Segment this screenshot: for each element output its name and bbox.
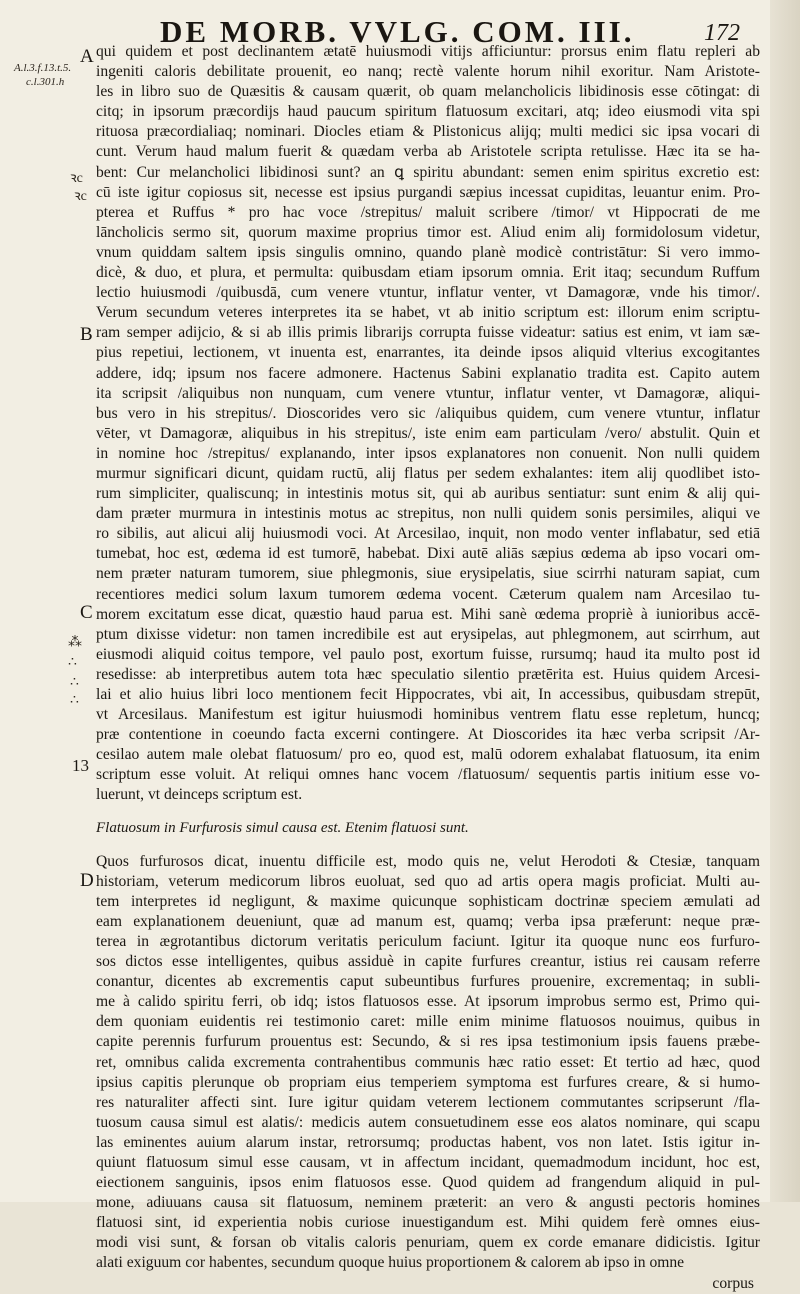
text-line: ram semper adijcio, & si ab illis primis librarijs corrupta fuisse videatur: satius est enim, vt iam sæ-: [96, 324, 760, 342]
text-line: sos dictos esse intelligentes, quibus assiduè in capite furfures creantur, istius rei causam referre: [96, 953, 760, 971]
text-line: vēter, vt Damagoræ, aliquibus in his strepitus/, iste enim eam particulam /vero/ abstulit. Quin et: [96, 424, 760, 442]
commentary-paragraph-2: [96, 852, 760, 1274]
margin-mark: ∴: [70, 693, 79, 708]
text-line: bus vero in his strepitus/. Dioscorides vero sic /aliquibus quidem, cum venere vtuntur, inflatur: [96, 404, 760, 422]
section-letter-c: C: [80, 602, 93, 623]
margin-mark: ∴: [68, 655, 77, 670]
margin-reference: c.l.301.h: [26, 76, 65, 88]
commentary-paragraph-1: [96, 42, 760, 806]
text-line: lāncholicis sermo sit, quorum maxime proprius timor est. Aliud enim aliȷ formidolosum videtur,: [96, 223, 760, 241]
text-line: conantur, dicentes ab excrementis caput subeuntibus furfures prouenire, excrementaq; in subli-: [96, 973, 760, 991]
section-letter-b: B: [80, 324, 93, 345]
text-line: dam præter murmura in intestinis motus ac strepitus, non nulli quidem sonis persimiles, aliqui ve: [96, 505, 760, 523]
text-line: capite perennis furfurum prouentus est: Secundo, & si res ipsa testimonium ipsis fauens præbe-: [96, 1033, 760, 1051]
text-line: dicè, & duo, et plura, et permulta: quibusdam etiam ipsorum omnia. Erit itaq; secundum Ruffum: [96, 264, 760, 282]
text-line: bent: Cur melancholici libidinosi sunt? an ꝗ spiritu abundant: semen enim spiritus excretio est:: [96, 163, 760, 181]
text-line: alati exiguum cor habentes, secundum quoque huius proportionem & calorem ab ipso in omne: [96, 1254, 685, 1272]
text-line: historiam, veterum medicorum libros euoluat, sed quo ad artis opera magis proficiat. Multi au-: [96, 872, 760, 890]
running-title: DE MORB. VVLG. COM. III.: [160, 14, 635, 49]
text-line: terea in ægrotantibus dictorum veritatis periculum faciunt. Igitur ita quoque nunc eos furfuro-: [96, 932, 760, 950]
commentary-text: [96, 42, 760, 1294]
text-line: pius repetiui, lectionem, vt inuenta est, enarrantes, ita deinde ipsos aliquid vlterius excogitantes: [96, 344, 760, 362]
text-line: tem interpretes id negligunt, & maxime quicunque sophisticam doctrinæ speciem æmulati ad: [96, 892, 760, 910]
section-letter-a: A: [80, 46, 94, 67]
section-letter-d: D: [80, 870, 94, 891]
text-line: modi visi sunt, & forsan ob vitalis caloris penuriam, quem ex corde emanare didicistis. Igitur: [96, 1234, 760, 1252]
text-line: res naturaliter affecti sint. Iure igitur quidam veterem lectionem commutantes scripserunt /fla-: [96, 1093, 760, 1111]
text-line: eiectionem sanguinis, ipsos enim flatuosos esse. Quod quidem ad frangendum aliquid in pul-: [96, 1174, 760, 1192]
text-line: vt Arcesilaus. Manifestum est igitur huiusmodi hominibus ventrem flatu esse repletum, huncq;: [96, 706, 760, 724]
text-line: addere, idq; ipsum nos facere admonere. Hactenus Sabini explanatio tradita est. Capito autem: [96, 364, 760, 382]
margin-mark: ꝛc: [70, 171, 83, 186]
text-line: ret, omnibus calida excrementa contrahentibus communis hæc ratio esset: Et tertio ad hæc, quod: [96, 1053, 760, 1071]
text-line: citq; in ipsorum præcordijs haud paucum spiritum flatuosum excitari, atq; ideo eiusmodi vita spi: [96, 103, 760, 121]
text-line: murmur significari dicunt, quidam ructū, alij flatus per sedem exhalantes: item alij quodlibet isto-: [96, 464, 760, 482]
text-line: rituosa præcordialiaq; nominari. Diocles etiam & Plistonicus alijq; multi medici sic ipsa vocari di: [96, 123, 760, 141]
text-line: eam explanationem deueniunt, quæ ad manum est, quamq; verba ipsa præferunt: neque præ-: [96, 912, 760, 930]
text-line: mone, adiuuans causa sit flatuosum, neminem præterit: an vero & angusti pectoris homines: [96, 1194, 760, 1212]
margin-mark: ∴: [70, 675, 79, 690]
text-line: cunt. Verum haud malum fuerit & quædam verba ab Aristotele scripta retulisse. Hæc ita se ha-: [96, 143, 760, 161]
text-line: resedisse: ab interpretibus autem tota hæc speculatio silentio prætērita est. Huius quidem Arcesi-: [96, 665, 760, 683]
text-line: les in libro suo de Quæsitis & causam quærit, ob quam melancholicis libidinosis esse cōtingat: di: [96, 83, 760, 101]
text-line: ro sibilis, aut alicui alij huiusmodi voci. At Arcesilao, inquit, non modo venter inflabatur, sed etiā: [96, 525, 760, 543]
margin-reference: A.l.3.f.13.t.5.: [14, 62, 72, 74]
text-line: me à calido spiritu ferri, ob idq; istos flatuosos esse. At ipsorum improbus sermo est, Primo qui-: [96, 993, 760, 1011]
text-line: luerunt, vt deinceps scriptum est.: [96, 786, 303, 804]
text-line: in nomine hoc /strepitus/ explanando, inter ipsos explanatores non conuenit. Non nulli quidem: [96, 444, 760, 462]
text-line: cesilao autem male olebat flatuosum/ pro eo, quod est, malū odorem exhalabat flatuosum, ita enim: [96, 746, 760, 764]
lemma-number: 13: [72, 756, 89, 775]
text-line: flatuosi sint, id experientia nobis curiose inuestigandum est. Mihi quidem ferè omnes eius-: [96, 1214, 760, 1232]
text-line: eiusmodi aliquid coitus tempore, vel paulo post, exortum fuisse, rursumq; haud ita multo post id: [96, 645, 760, 663]
text-line: las eminentes auium alarum instar, retrorsumq; productas habent, vos non latet. Istis igitur in-: [96, 1133, 760, 1151]
folio-number: 172: [704, 20, 740, 46]
text-line: dem quoniam euidentis rei testimonio caret: mille enim minime flatuosos nouimus, quibus in: [96, 1013, 760, 1031]
catchword: corpus: [712, 1274, 754, 1292]
lemma-heading: Flatuosum in Furfurosis simul causa est. Etenim flatuosi sunt.: [96, 819, 469, 836]
text-line: vnum quiddam saltem ipsis singulis omnino, quando planè modicè contristātur: Si vero immo-: [96, 243, 760, 261]
text-line: lai et alio huius libri loco mentionem fecit Hippocrates, vbi ait, In accessibus, quibusdam strepūt,: [96, 686, 760, 703]
text-line: scriptum esse voluit. At reliqui omnes hanc vocem /flatuosum/ sequentis partis initium esse vo-: [96, 766, 760, 784]
text-line: quiunt flatuosum simul esse causam, vt in affectum incidant, quemadmodum incidunt, hoc est,: [96, 1153, 760, 1171]
text-line: cū iste igitur copiosus sit, necesse est ipsius purgandi sæpius incessat cupiditas, leuantur enim. Pro-: [96, 183, 760, 201]
margin-mark: ⁂: [68, 635, 82, 650]
page-edge: [770, 0, 800, 1202]
text-line: ptum dixisse videtur: non tamen incredibile est aut erysipelas, aut phlegmonem, aut scirrhum, aut: [96, 625, 760, 643]
text-line: lectio huiusmodi /quibusdā, cum venere vtuntur, inflatur venter, vt Damagoræ, vnde his timor/.: [96, 284, 760, 302]
text-line: nem præter naturam tumorem, siue phlegmonis, siue erysipelatis, siue scirrhi naturam sapiat, cum: [96, 565, 760, 583]
text-line: tumebat, hoc est, œdema id est tumorē, habebat. Dixi autē aliās sæpius œdema ab ipso vocari om-: [96, 545, 760, 563]
text-line: morem excitatum esse dicat, quæstio haud parua est. Mihi sanè œdema propriè à iunioribus accē-: [96, 605, 760, 623]
text-line: qui quidem et post declinantem ætatē huiusmodi vitijs afficiuntur: prorsus enim flatu repleri ab: [96, 43, 760, 60]
text-line: ingeniti caloris debilitate prouenit, eo nanq; rectè valente horum nihil exoritur. Nam Aristote-: [96, 63, 760, 81]
text-line: ita scripsit /aliquibus non nunquam, cum venere vtuntur, inflatur venter, vt Damagoræ, aliqui-: [96, 384, 760, 402]
text-line: tuosum causa simul est alatis/: medicis autem consuetudinem esse eos alatos nominare, qui scapu: [96, 1113, 760, 1131]
margin-mark: ꝛc: [74, 189, 87, 204]
text-line: ipsius capitis plerunque ob propriam eius temperiem symptoma est furfures creare, & si humo-: [96, 1073, 760, 1091]
text-line: recentiores medici solum laxum tumorem œdema vocent. Cæterum qualem nam Arcesilao tu-: [96, 585, 760, 603]
text-line: pterea et Ruffus * pro hac voce /strepitus/ maluit scribere /timor/ vt Hippocrati de me: [96, 203, 760, 221]
text-line: præ contentione in coeundo facta excerni contingere. At Dioscorides ita hæc verba scripsit /Ar-: [96, 726, 760, 744]
text-line: Quos furfurosos dicat, inuentu difficile est, modo quis ne, velut Herodoti & Ctesiæ, tanquam: [96, 852, 760, 870]
text-line: Verum secundum veteres interpretes ita se habet, vt ab initio scriptum est: illorum enim scriptu-: [96, 304, 760, 322]
text-line: rum simpliciter, qualiscunq; in intestinis motus sit, qui ab auribus sentiatur: sunt enim & alij qui-: [96, 485, 760, 503]
